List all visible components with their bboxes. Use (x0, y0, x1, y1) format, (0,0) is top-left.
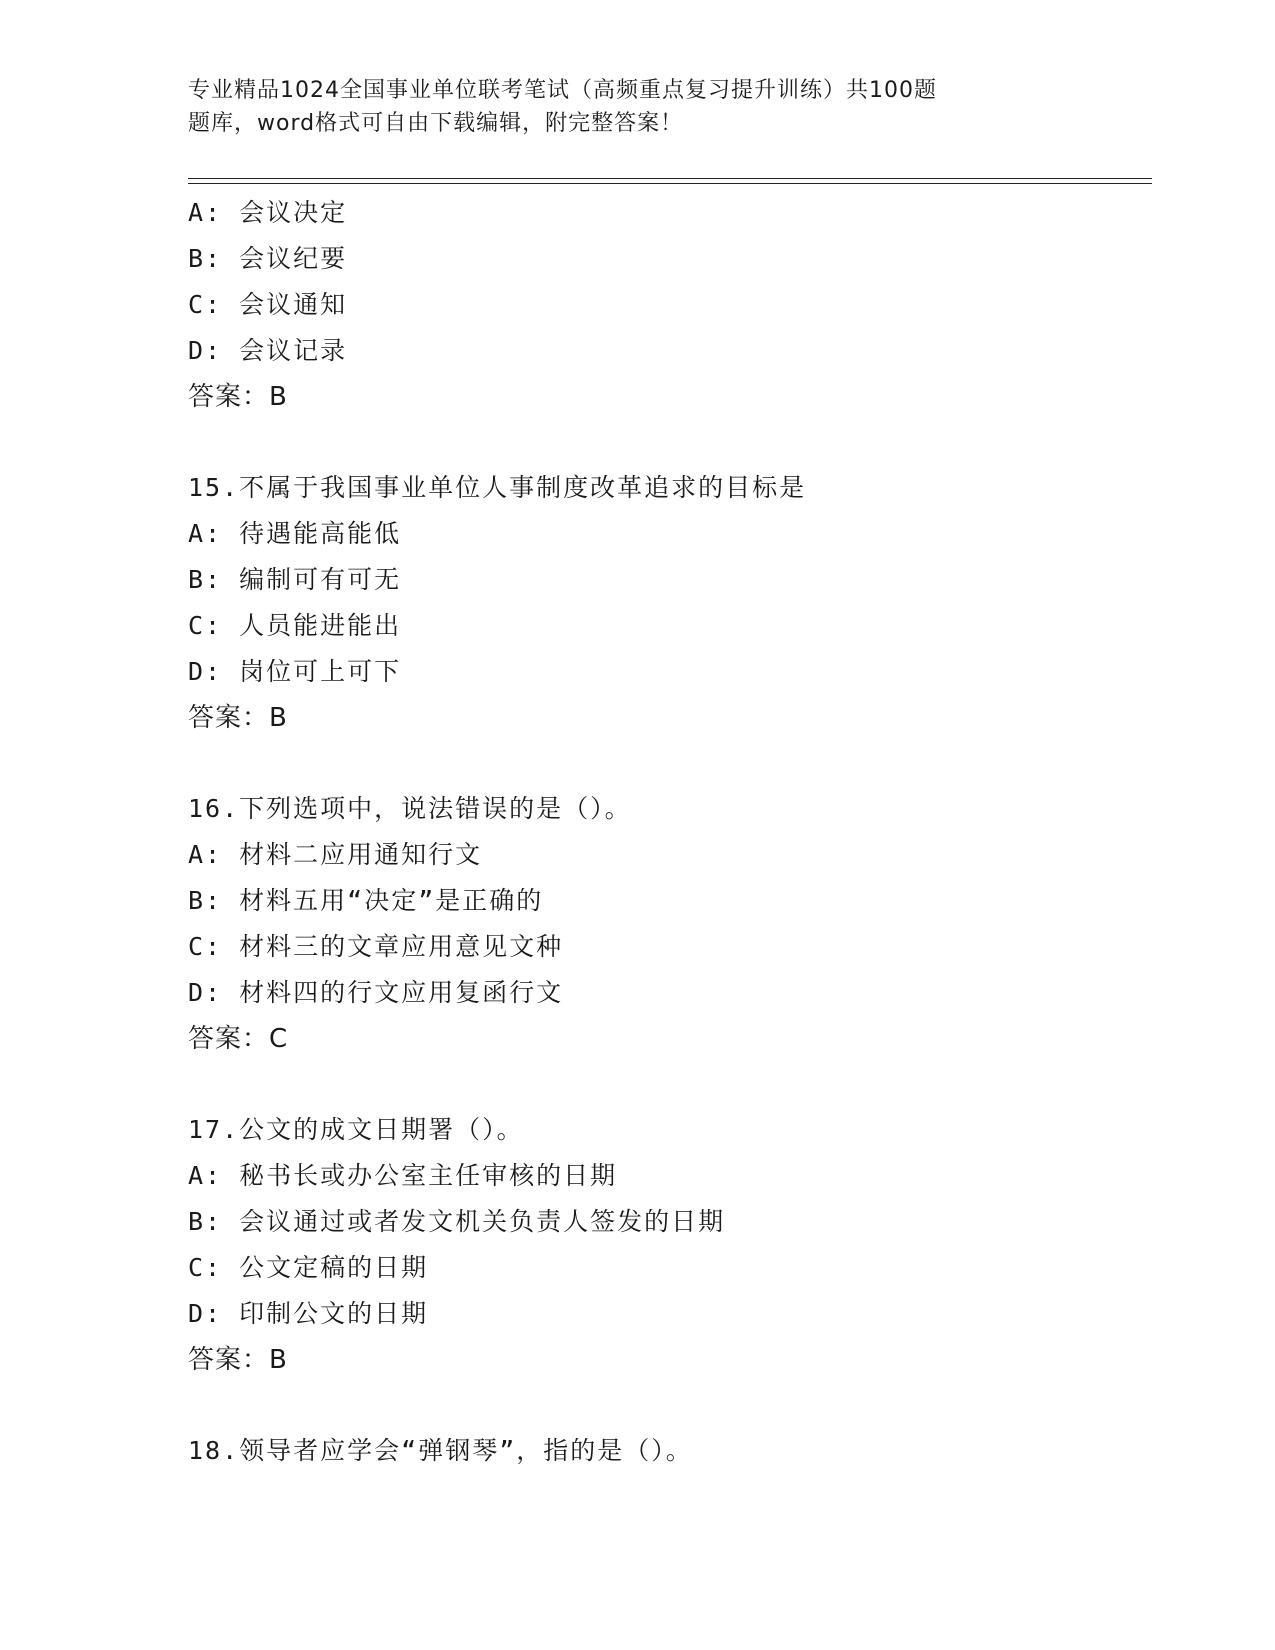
spacer (188, 1383, 1152, 1428)
option-b: B: 会议通过或者发文机关负责人签发的日期 (188, 1207, 726, 1236)
question-text: 16.下列选项中，说法错误的是（）。 (188, 794, 632, 823)
option-a: A: 秘书长或办公室主任审核的日期 (188, 1161, 618, 1190)
option-c: C: 公文定稿的日期 (188, 1253, 429, 1282)
option-d: D: 印制公文的日期 (188, 1299, 429, 1328)
option-b: B: 会议纪要 (188, 244, 348, 273)
answer-line: 答案：B (188, 1345, 288, 1375)
spacer (188, 420, 1152, 465)
option-c: C: 人员能进能出 (188, 611, 402, 640)
answer-line: 答案：B (188, 703, 288, 733)
spacer (188, 1062, 1152, 1107)
option-d: D: 会议记录 (188, 336, 348, 365)
question-block-16 (188, 786, 1152, 1062)
option-a: A: 会议决定 (188, 198, 348, 227)
question-block-14 (188, 190, 1152, 420)
option-c: C: 材料三的文章应用意见文种 (188, 932, 564, 961)
document-header (188, 74, 1088, 140)
question-block-18 (188, 1428, 1152, 1474)
spacer (188, 741, 1152, 786)
option-b: B: 材料五用“决定”是正确的 (188, 886, 544, 915)
question-text: 15.不属于我国事业单位人事制度改革追求的目标是 (188, 473, 807, 502)
question-text: 18.领导者应学会“弹钢琴”，指的是（）。 (188, 1436, 693, 1465)
option-c: C: 会议通知 (188, 290, 348, 319)
header-title-line-1: 专业精品1024全国事业单位联考笔试（高频重点复习提升训练）共100题 (188, 78, 937, 103)
header-rule-bottom (188, 183, 1152, 184)
answer-line: 答案：C (188, 1024, 289, 1054)
header-rule-top (188, 178, 1152, 179)
option-a: A: 待遇能高能低 (188, 519, 402, 548)
option-d: D: 岗位可上可下 (188, 657, 402, 686)
option-b: B: 编制可有可无 (188, 565, 402, 594)
answer-line: 答案：B (188, 382, 288, 412)
question-text: 17.公文的成文日期署（）。 (188, 1115, 524, 1144)
question-list (188, 190, 1152, 1474)
option-a: A: 材料二应用通知行文 (188, 840, 483, 869)
question-block-15 (188, 465, 1152, 741)
header-title-line-2: 题库，word格式可自由下载编辑，附完整答案！ (188, 111, 684, 136)
option-d: D: 材料四的行文应用复函行文 (188, 978, 564, 1007)
question-block-17 (188, 1107, 1152, 1383)
